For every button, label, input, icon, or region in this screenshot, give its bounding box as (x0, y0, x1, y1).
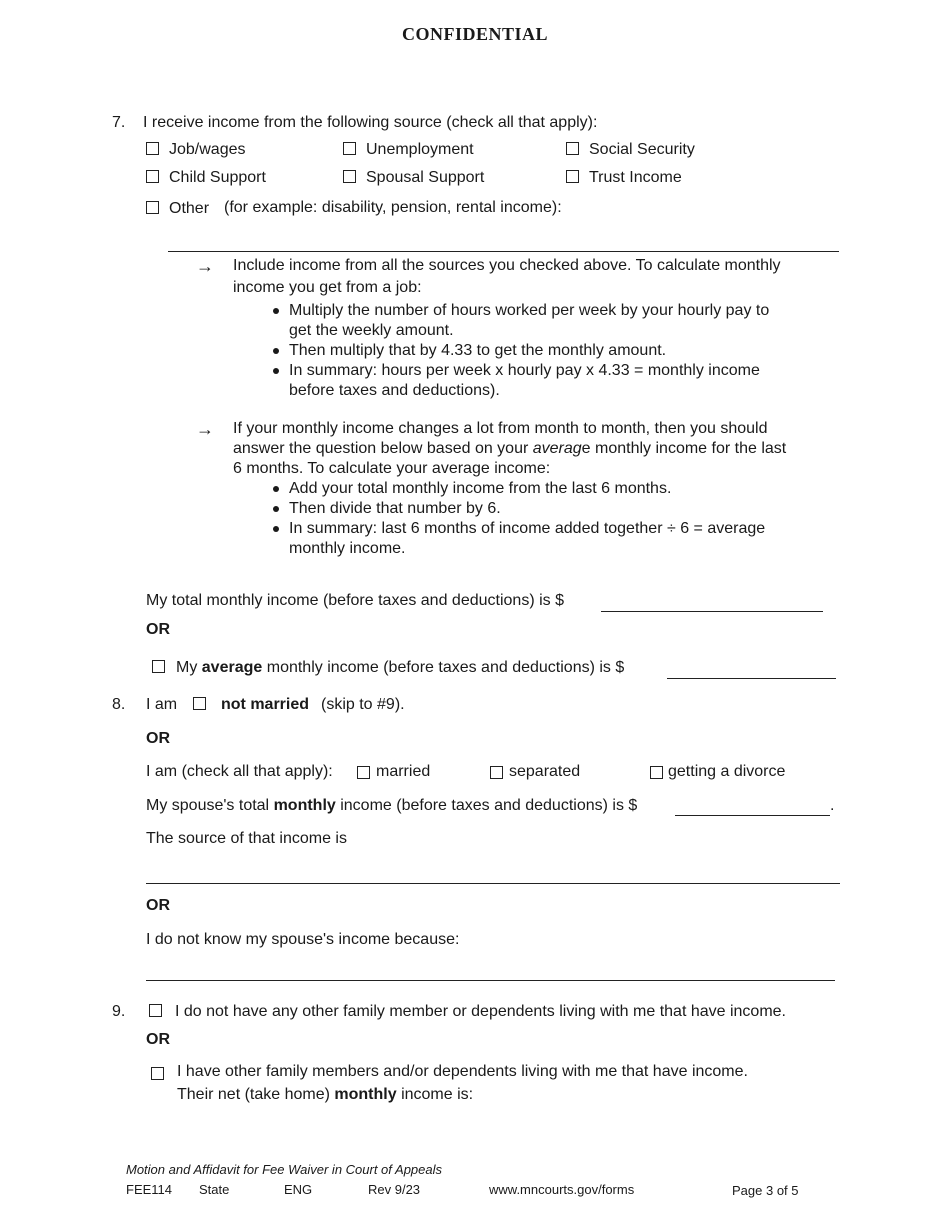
note1-bullets (289, 301, 769, 401)
source-spousal-support[interactable]: Spousal Support (343, 168, 484, 188)
q8-number: 8. (112, 696, 126, 713)
footer-language: ENG (284, 1182, 313, 1197)
q9-number: 9. (112, 1003, 126, 1020)
trust-income-checkbox[interactable] (566, 170, 579, 183)
child-support-checkbox[interactable] (146, 170, 159, 183)
source-social-security[interactable]: Social Security (566, 140, 695, 160)
other-checkbox[interactable] (146, 201, 159, 214)
married-label: married (376, 763, 431, 780)
arrow-right-icon: → (196, 256, 214, 276)
note1-line1: Include income from all the sources you checked above. To calculate monthly (233, 257, 781, 274)
no-others-label: I do not have any other family member or dependents living with me that have income. (175, 1003, 786, 1020)
footer-revision: Rev 9/23 (368, 1182, 421, 1197)
other-hint: (for example: disability, pension, rental income): (224, 199, 562, 216)
other-income-line[interactable] (168, 251, 839, 252)
arrow-right-icon: → (196, 419, 214, 439)
married-checkbox[interactable] (357, 766, 370, 779)
average-income-field[interactable] (667, 678, 836, 679)
i-am-label: I am (146, 696, 178, 713)
source-other[interactable]: Other (146, 199, 209, 219)
source-unemployment[interactable]: Unemployment (343, 140, 474, 160)
note2-bullets (289, 479, 765, 559)
separated-checkbox[interactable] (490, 766, 503, 779)
spousal-support-checkbox[interactable] (343, 170, 356, 183)
note2-line1: If your monthly income changes a lot from month to month, then you should (233, 420, 768, 437)
divorce-label: getting a divorce (668, 763, 786, 780)
q7-number: 7. (112, 114, 126, 131)
skip-note: (skip to #9). (321, 696, 405, 713)
job-wages-checkbox[interactable] (146, 142, 159, 155)
list-item: Multiply the number of hours worked per week by your hourly pay to get the weekly amount. (289, 302, 770, 339)
note1-line2: income you get from a job: (233, 279, 422, 296)
unknown-income-field[interactable] (146, 980, 835, 981)
have-others-line1: I have other family members and/or dependents living with me that have income. (177, 1063, 748, 1080)
no-others-checkbox[interactable] (149, 1004, 162, 1017)
list-item: Then multiply that by 4.33 to get the monthly amount. (289, 341, 769, 361)
or-label: OR (146, 730, 170, 747)
source-job-wages[interactable]: Job/wages (146, 140, 246, 160)
average-income-checkbox[interactable] (152, 660, 165, 673)
social-security-checkbox[interactable] (566, 142, 579, 155)
not-married-label: not married (221, 696, 310, 713)
source-child-support[interactable]: Child Support (146, 168, 266, 188)
note2-line2: answer the question below based on your average monthly income for the last (233, 440, 787, 457)
or-label: OR (146, 897, 170, 914)
income-source-label: The source of that income is (146, 830, 347, 847)
unknown-income-label: I do not know my spouse's income because: (146, 931, 460, 948)
list-item: Then divide that number by 6. (289, 499, 765, 519)
separated-label: separated (509, 763, 581, 780)
total-income-label: My total monthly income (before taxes and deductions) is $ (146, 592, 564, 609)
source-trust-income[interactable]: Trust Income (566, 168, 682, 188)
not-married-checkbox[interactable] (193, 697, 206, 710)
note2-line3: 6 months. To calculate your average income: (233, 460, 551, 477)
list-item: In summary: hours per week x hourly pay x 4.33 = monthly income before taxes and deductions). (289, 361, 769, 401)
have-others-checkbox[interactable] (151, 1067, 164, 1080)
income-source-field[interactable] (146, 883, 840, 884)
page-header-title: CONFIDENTIAL (401, 24, 549, 44)
footer-page-number: Page 3 of 5 (732, 1183, 799, 1198)
footer-title: Motion and Affidavit for Fee Waiver in Court of Appeals (126, 1162, 443, 1177)
footer-url[interactable]: www.mncourts.gov/forms (489, 1182, 635, 1197)
average-income-label: My average monthly income (before taxes and deductions) is $ (176, 659, 625, 676)
q7-prompt: I receive income from the following source (check all that apply): (143, 114, 598, 131)
footer-form-code: FEE114 (126, 1182, 173, 1197)
spouse-income-field[interactable] (675, 815, 830, 816)
have-others-line2: Their net (take home) monthly income is: (177, 1086, 474, 1103)
divorce-checkbox[interactable] (650, 766, 663, 779)
or-label: OR (146, 1031, 170, 1048)
spouse-income-label: My spouse's total monthly income (before taxes and deductions) is $ (146, 797, 638, 814)
period: . (830, 797, 835, 814)
footer-state: State (199, 1182, 230, 1197)
list-item: Add your total monthly income from the last 6 months. (289, 479, 765, 499)
check-all-label: I am (check all that apply): (146, 763, 333, 780)
list-item: In summary: last 6 months of income added together ÷ 6 = average monthly income. (289, 520, 766, 557)
or-label: OR (146, 621, 170, 638)
unemployment-checkbox[interactable] (343, 142, 356, 155)
total-income-field[interactable] (601, 611, 823, 612)
